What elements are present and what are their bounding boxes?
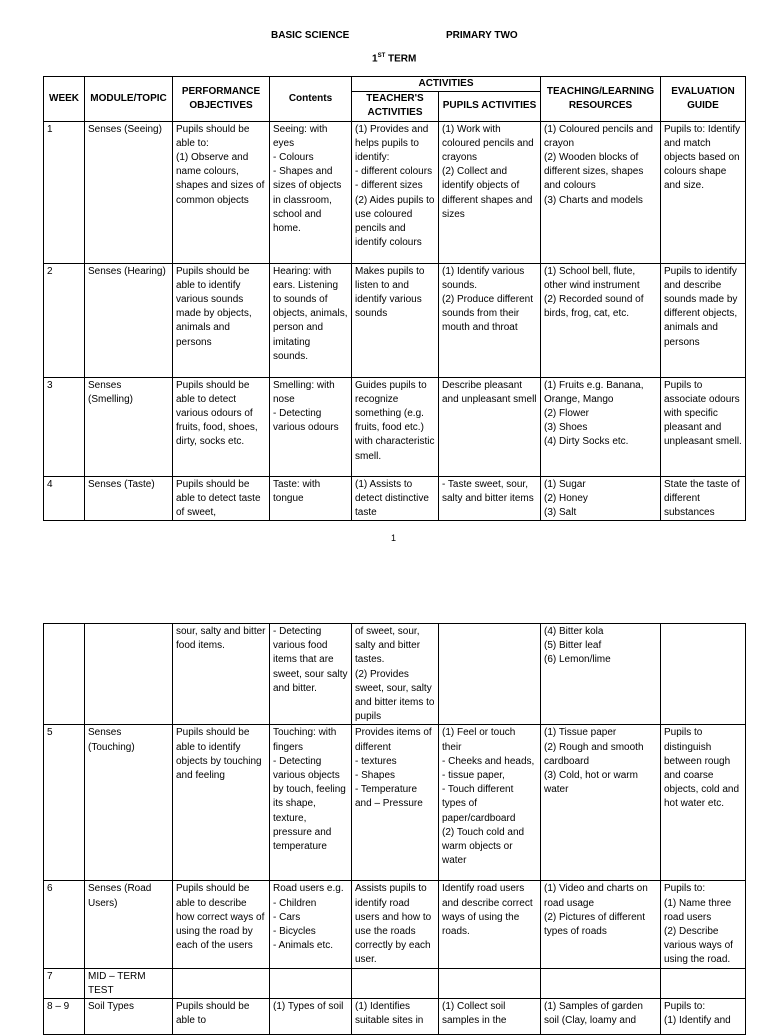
col-contents: Contents [270, 77, 352, 122]
cell-teacher [352, 968, 439, 998]
cell-objectives: Pupils should be able to describe how correct ways of using the road by each of the users [173, 881, 270, 968]
col-resources: TEACHING/LEARNING RESOURCES [541, 77, 661, 122]
cell-module: Senses (Touching) [85, 725, 173, 881]
cell-module: Senses (Smelling) [85, 377, 173, 476]
table-row [44, 881, 746, 968]
col-objectives: PERFORMANCE OBJECTIVES [173, 77, 270, 122]
cell-module: Senses (Taste) [85, 476, 173, 521]
col-week: WEEK [44, 77, 85, 122]
cell-module: Soil Types [85, 999, 173, 1035]
cell-evaluation: Pupils to identify and describe sounds made by different objects, animals and persons [661, 263, 746, 377]
table-row [44, 377, 746, 476]
cell-teacher: Provides items of different - textures - Shapes - Temperature and – Pressure [352, 725, 439, 881]
cell-resources: (4) Bitter kola (5) Bitter leaf (6) Lemon/lime [541, 624, 661, 725]
cell-evaluation: Pupils to: Identify and match objects based on colours shape and size. [661, 121, 746, 263]
cell-evaluation [661, 624, 746, 725]
page-number: 1 [391, 533, 397, 543]
cell-teacher: Assists pupils to identify road users and how to use the roads correctly by each user. [352, 881, 439, 968]
table-row [44, 725, 746, 881]
cell-contents: Touching: with fingers - Detecting various objects by touch, feeling its shape, texture, pressure and temperature [270, 725, 352, 881]
table-row [44, 263, 746, 377]
cell-evaluation: Pupils to associate odours with specific pleasant and unpleasant smell. [661, 377, 746, 476]
cell-pupils: (1) Collect soil samples in the [439, 999, 541, 1035]
cell-teacher: (1) Assists to detect distinctive taste [352, 476, 439, 521]
cell-evaluation: Pupils to: (1) Name three road users (2) Describe various ways of using the road. [661, 881, 746, 968]
cell-contents: Seeing: with eyes - Colours - Shapes and sizes of objects in classroom, school and home. [270, 121, 352, 263]
page-2-rows [44, 624, 746, 1035]
cell-contents: (1) Types of soil [270, 999, 352, 1035]
cell-teacher: Guides pupils to recognize something (e.g. fruits, food etc.) with characteristic smell. [352, 377, 439, 476]
cell-objectives: Pupils should be able to identify various sounds made by objects, animals and persons [173, 263, 270, 377]
cell-resources: (1) Sugar (2) Honey (3) Salt [541, 476, 661, 521]
col-evaluation: EVALUATION GUIDE [661, 77, 746, 122]
cell-pupils: Identify road users and describe correct ways of using the roads. [439, 881, 541, 968]
cell-resources [541, 968, 661, 998]
term-word: TERM [385, 53, 417, 65]
scheme-table-page-1 [43, 76, 746, 521]
cell-teacher: Makes pupils to listen to and identify various sounds [352, 263, 439, 377]
cell-objectives: Pupils should be able to detect various odours of fruits, food, shoes, dirty, socks etc. [173, 377, 270, 476]
cell-contents: Hearing: with ears. Listening to sounds of objects, animals, person and imitating sounds. [270, 263, 352, 377]
cell-module [85, 624, 173, 725]
cell-contents: Road users e.g. - Children - Cars - Bicycles - Animals etc. [270, 881, 352, 968]
cell-contents: Smelling: with nose - Detecting various odours [270, 377, 352, 476]
table-row [44, 999, 746, 1035]
cell-objectives: sour, salty and bitter food items. [173, 624, 270, 725]
cell-evaluation: Pupils to: (1) Identify and [661, 999, 746, 1035]
cell-pupils: - Taste sweet, sour, salty and bitter items [439, 476, 541, 521]
cell-resources: (1) Fruits e.g. Banana, Orange, Mango (2) Flower (3) Shoes (4) Dirty Socks etc. [541, 377, 661, 476]
class-title: PRIMARY TWO [446, 30, 518, 41]
col-activities: ACTIVITIES [352, 77, 541, 92]
cell-teacher: (1) Identifies suitable sites in [352, 999, 439, 1035]
cell-contents: Taste: with tongue [270, 476, 352, 521]
page-header [0, 30, 768, 70]
cell-module: Senses (Hearing) [85, 263, 173, 377]
table-row [44, 624, 746, 725]
cell-teacher: of sweet, sour, salty and bitter tastes. (2) Provides sweet, sour, salty and bitter items to pupils [352, 624, 439, 725]
col-teacher-activities: TEACHER'S ACTIVITIES [352, 92, 439, 121]
cell-resources: (1) Tissue paper (2) Rough and smooth cardboard (3) Cold, hot or warm water [541, 725, 661, 881]
cell-week: 7 [44, 968, 85, 998]
cell-evaluation [661, 968, 746, 998]
cell-contents: - Detecting various food items that are sweet, sour salty and bitter. [270, 624, 352, 725]
cell-pupils: Describe pleasant and unpleasant smell [439, 377, 541, 476]
page-1-rows [44, 121, 746, 521]
cell-evaluation: State the taste of different substances [661, 476, 746, 521]
cell-pupils [439, 968, 541, 998]
cell-week: 1 [44, 121, 85, 263]
cell-teacher: (1) Provides and helps pupils to identify: - different colours - different sizes (2) Aides pupils to use coloured pencils and identify colours [352, 121, 439, 263]
table-row [44, 968, 746, 998]
term-suffix: ST [377, 53, 386, 59]
cell-week: 4 [44, 476, 85, 521]
cell-week: 8 – 9 [44, 999, 85, 1035]
table-row [44, 476, 746, 521]
cell-week: 6 [44, 881, 85, 968]
cell-objectives: Pupils should be able to [173, 999, 270, 1035]
cell-contents [270, 968, 352, 998]
cell-resources: (1) Samples of garden soil (Clay, loamy and [541, 999, 661, 1035]
cell-module: Senses (Seeing) [85, 121, 173, 263]
cell-week [44, 624, 85, 725]
cell-pupils: (1) Identify various sounds. (2) Produce different sounds from their mouth and throat [439, 263, 541, 377]
cell-objectives: Pupils should be able to: (1) Observe and name colours, shapes and sizes of common objects [173, 121, 270, 263]
cell-week: 5 [44, 725, 85, 881]
scheme-table-page-2 [43, 623, 746, 1035]
cell-pupils: (1) Work with coloured pencils and crayons (2) Collect and identify objects of different shapes and sizes [439, 121, 541, 263]
cell-objectives [173, 968, 270, 998]
cell-resources: (1) Video and charts on road usage (2) Pictures of different types of roads [541, 881, 661, 968]
term-title [372, 53, 416, 64]
cell-module: Senses (Road Users) [85, 881, 173, 968]
cell-module: MID – TERM TEST [85, 968, 173, 998]
cell-objectives: Pupils should be able to identify objects by touching and feeling [173, 725, 270, 881]
table-row [44, 121, 746, 263]
cell-objectives: Pupils should be able to detect taste of sweet, [173, 476, 270, 521]
col-pupils-activities: PUPILS ACTIVITIES [439, 92, 541, 121]
cell-evaluation: Pupils to distinguish between rough and coarse objects, cold and hot water etc. [661, 725, 746, 881]
cell-week: 2 [44, 263, 85, 377]
cell-resources: (1) School bell, flute, other wind instrument (2) Recorded sound of birds, frog, cat, etc. [541, 263, 661, 377]
term-number: 1 [372, 53, 378, 65]
subject-title: BASIC SCIENCE [271, 30, 350, 41]
col-module: MODULE/TOPIC [85, 77, 173, 122]
cell-week: 3 [44, 377, 85, 476]
cell-pupils [439, 624, 541, 725]
cell-resources: (1) Coloured pencils and crayon (2) Wooden blocks of different sizes, shapes and colours (3) Charts and models [541, 121, 661, 263]
cell-pupils: (1) Feel or touch their - Cheeks and heads, - tissue paper, - Touch different types of paper/cardboard (2) Touch cold and warm objects or water [439, 725, 541, 881]
